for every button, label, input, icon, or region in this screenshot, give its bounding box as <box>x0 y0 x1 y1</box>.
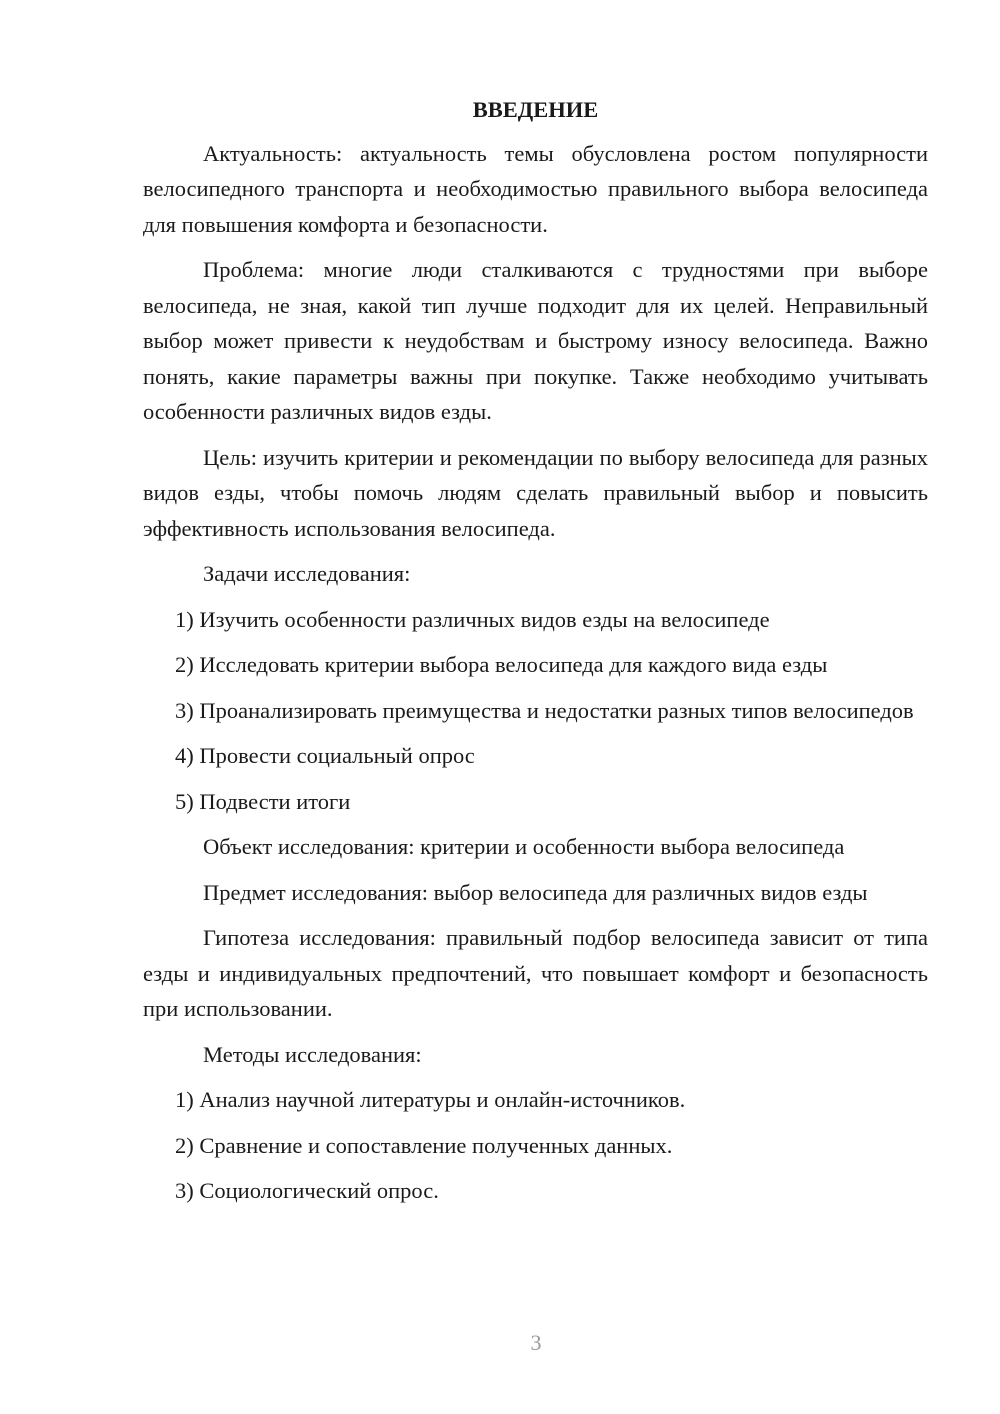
goal-paragraph: Цель: изучить критерии и рекомендации по выбору велосипеда для разных видов езды, чтобы помочь людям сделать правильный выбор и повысить эффективность использования велосипеда. <box>143 444 928 541</box>
section-title: ВВЕДЕНИЕ <box>472 97 599 122</box>
page-number: 3 <box>530 1330 542 1355</box>
method-item: 1) Анализ научной литературы и онлайн-источников. <box>175 1087 686 1112</box>
method-item: 3) Социологический опрос. <box>175 1178 439 1203</box>
problem-paragraph: Проблема: многие люди сталкиваются с трудностями при выборе велосипеда, не зная, какой тип лучше подходит для их целей. Неправильный выбор может привести к неудобствам и быстрому износу велосипеда. Важно понять, какие параметры важны при покупке. Также необходимо учитывать особенности различных видов езды. <box>143 257 928 424</box>
task-item: 3) Проанализировать преимущества и недостатки разных типов велосипедов <box>175 697 914 723</box>
methods-heading: Методы исследования: <box>203 1041 422 1067</box>
relevance-paragraph: Актуальность: актуальность темы обусловлена ростом популярности велосипедного транспорта и необходимостью правильного выбора велосипеда для повышения комфорта и безопасности. <box>143 140 928 237</box>
subject-paragraph: Предмет исследования: выбор велосипеда для различных видов езды <box>203 879 868 905</box>
task-item: 5) Подвести итоги <box>175 788 351 814</box>
method-item: 2) Сравнение и сопоставление полученных данных. <box>175 1132 673 1158</box>
task-item: 4) Провести социальный опрос <box>175 743 475 768</box>
object-paragraph: Объект исследования: критерии и особенности выбора велосипеда <box>203 834 845 859</box>
document-page <box>143 92 928 1219</box>
task-item: 2) Исследовать критерии выбора велосипеда для каждого вида езды <box>175 652 828 677</box>
hypothesis-paragraph: Гипотеза исследования: правильный подбор велосипеда зависит от типа езды и индивидуальных предпочтений, что повышает комфорт и безопасность при использовании. <box>143 925 928 1021</box>
task-item: 1) Изучить особенности различных видов езды на велосипеде <box>175 606 770 632</box>
tasks-heading: Задачи исследования: <box>203 561 411 586</box>
